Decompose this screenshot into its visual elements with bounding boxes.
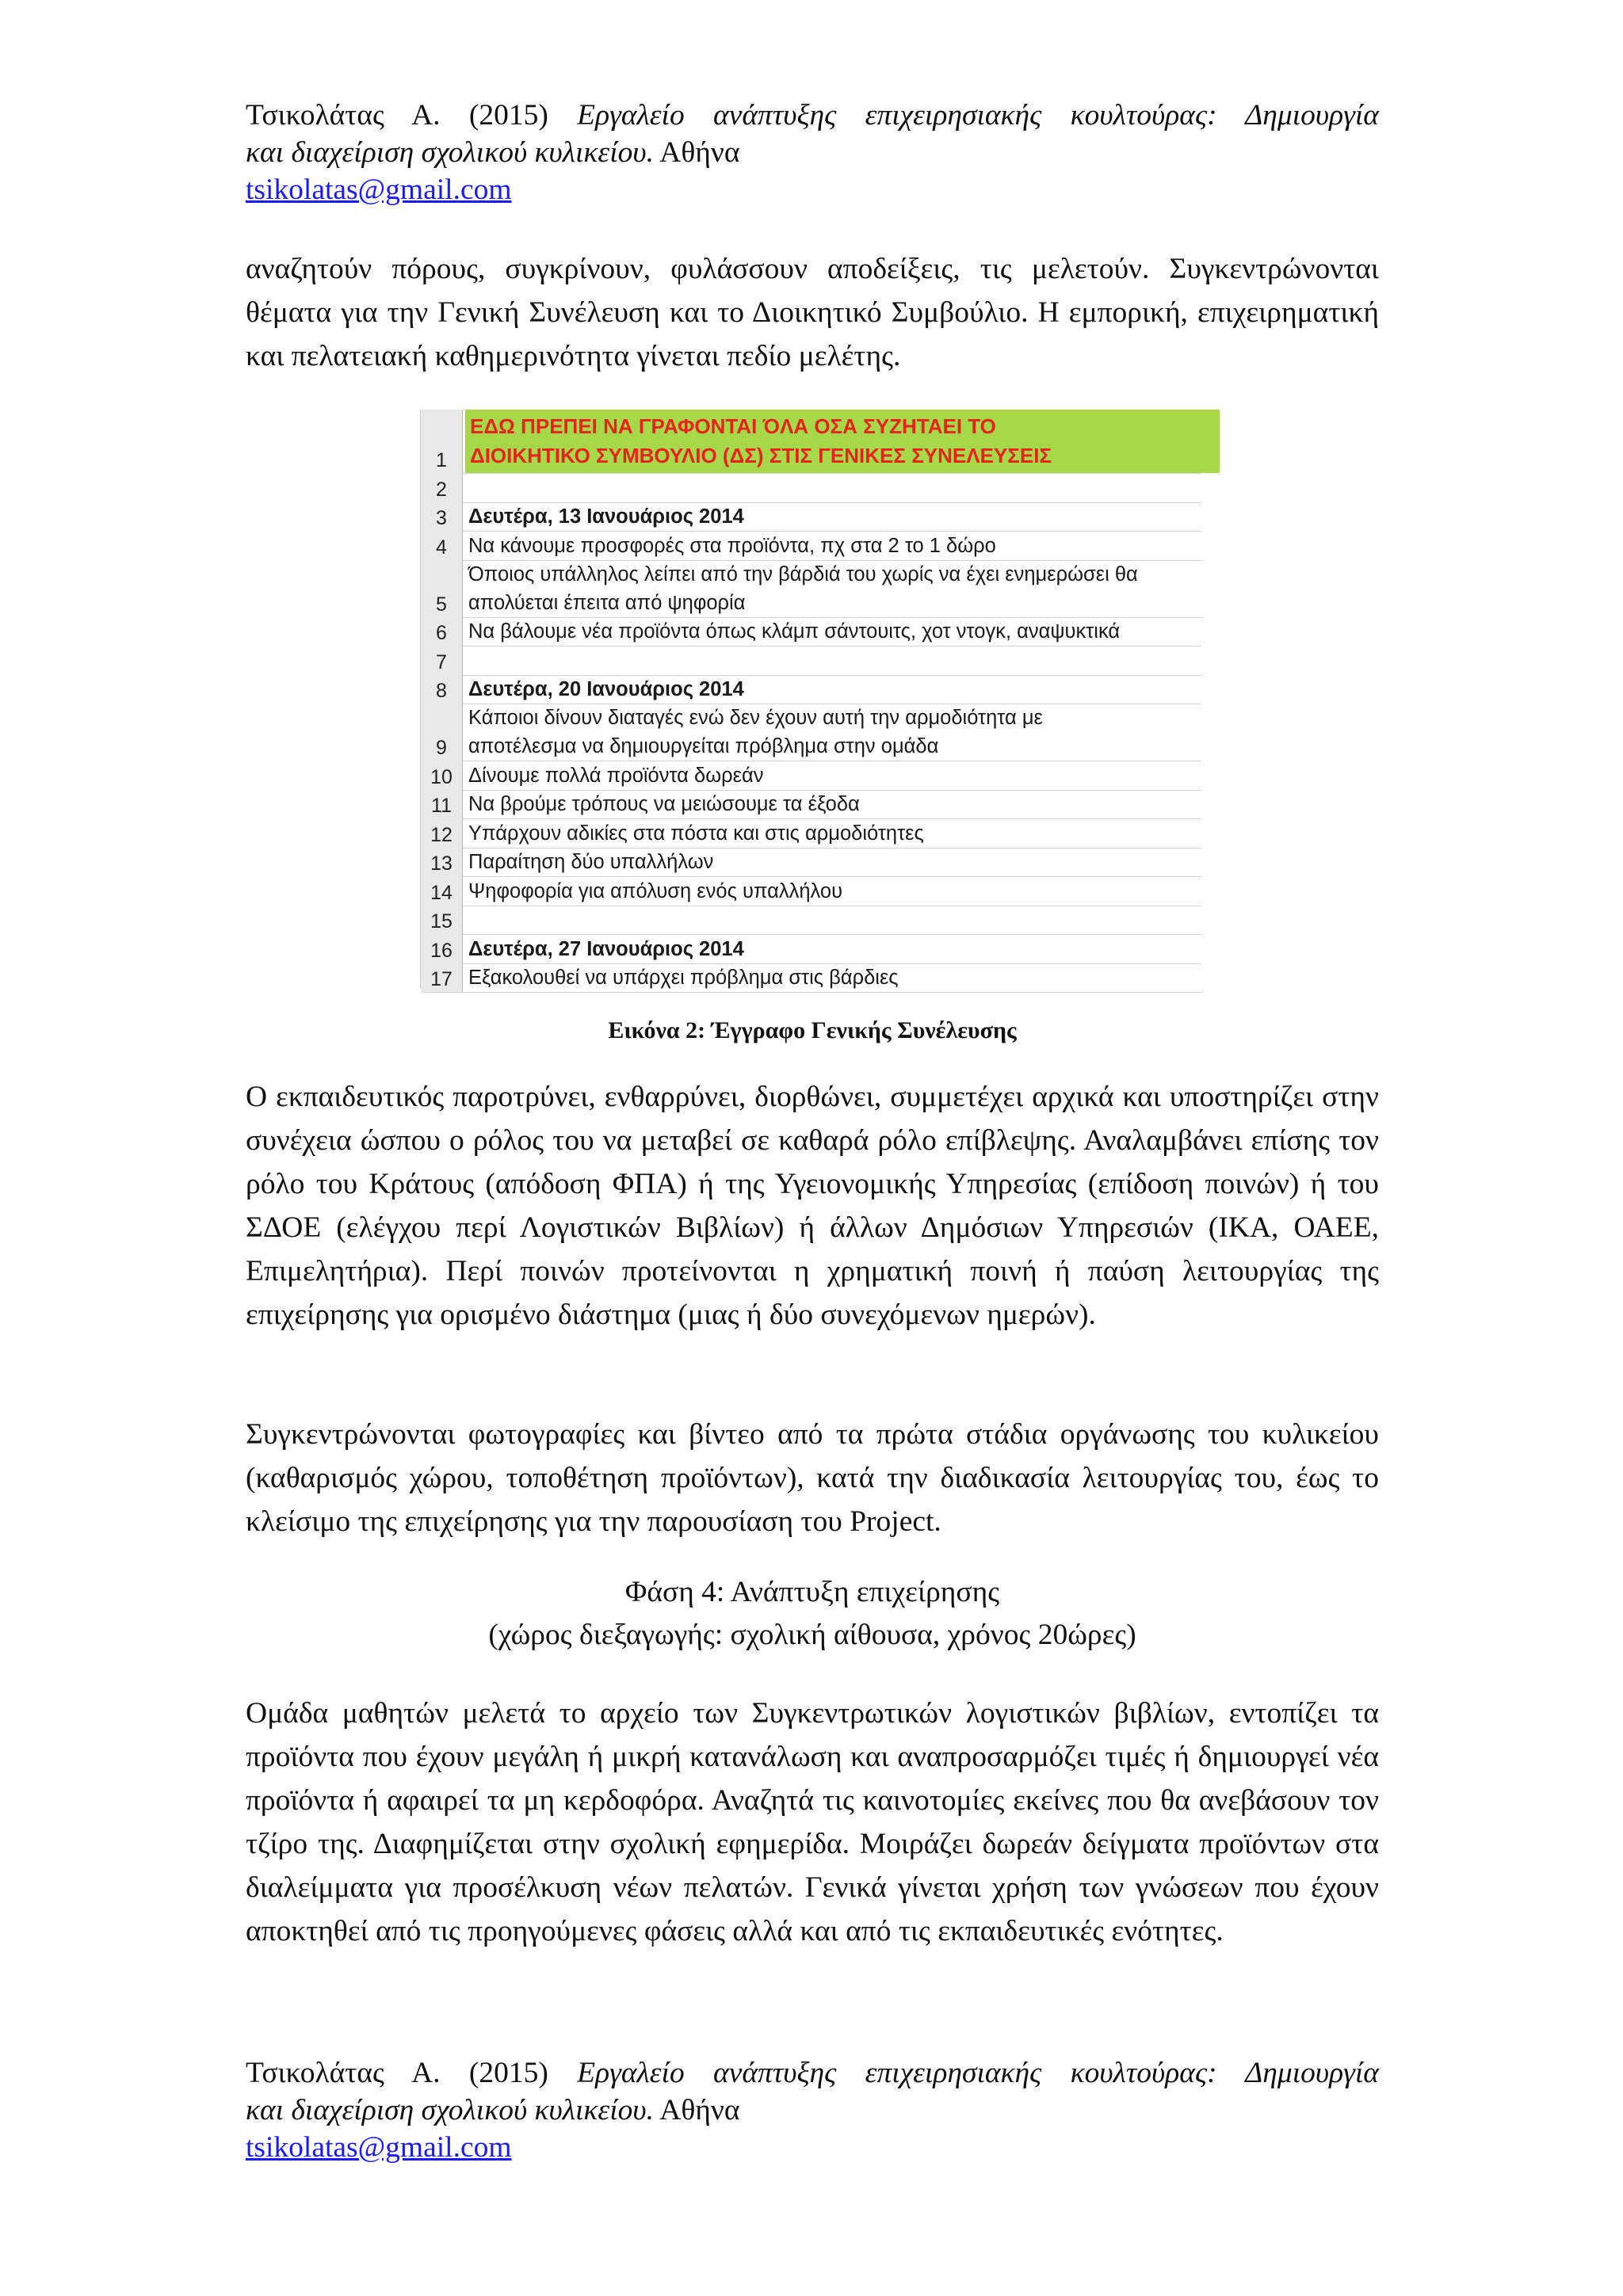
spreadsheet-row [421,560,1201,618]
footer-author: Τσικολάτας Α. (2015) [246,2057,578,2089]
spreadsheet-row [421,704,1201,761]
spreadsheet-cell-text: Δευτέρα, 13 Ιανουάριος 2014 [468,505,744,528]
spreadsheet-image [420,410,1201,988]
row-number: 4 [421,531,463,560]
row-number: 12 [421,818,463,848]
phase-heading: Φάση 4: Ανάπτυξη επιχείρησης [624,1576,1000,1608]
spreadsheet-cell [465,704,1201,761]
spreadsheet-cell-text: Δευτέρα, 20 Ιανουάριος 2014 [468,678,744,700]
spreadsheet-cell [465,790,1201,819]
paragraph-media [246,1413,1379,1543]
footer-title-part-2: και διαχείριση σχολικού κυλικείου. [246,2094,654,2126]
figure-caption: Εικόνα 2: Έγγραφο Γενικής Συνέλευσης [608,1017,1017,1043]
phase-subheading: (χώρος διεξαγωγής: σχολική αίθουσα, χρόνος 20ώρες) [488,1619,1136,1651]
row-number: 14 [421,876,463,906]
spreadsheet-cell [465,761,1201,790]
spreadsheet-cell-text: Ψηφοφορία για απόλυση ενός υπαλλήλου [468,879,843,902]
spreadsheet-row [421,675,1201,705]
footer-email-link[interactable]: tsikolatas@gmail.com [246,2131,512,2164]
spreadsheet-cell-text: Να βρούμε τρόπους να μειώσουμε τα έξοδα [468,793,860,815]
spreadsheet-row [421,531,1201,561]
spreadsheet-cell-text: Να βάλουμε νέα προϊόντα όπως κλάμπ σάντουιτς, χοτ ντογκ, αναψυκτικά [468,620,1121,643]
header-place: Αθήνα [653,136,740,169]
row-number: 1 [421,410,463,473]
row-number: 6 [421,617,463,646]
spreadsheet-row [421,617,1201,647]
footer-citation-line-1 [246,2054,1379,2092]
spreadsheet-row [421,934,1201,964]
footer-place: Αθήνα [653,2094,740,2126]
spreadsheet-row [421,646,1201,676]
spreadsheet-row [421,502,1201,532]
row-number: 10 [421,761,463,790]
header-author: Τσικολάτας Α. (2015) [246,99,578,132]
spreadsheet-cell-text-line-2: αποτέλεσμα να δημιουργείται πρόβλημα στην ομάδα [468,735,939,757]
spreadsheet-title-line-2: ΔΙΟΙΚΗΤΙΚΟ ΣΥΜΒΟΥΛΙΟ (ΔΣ) ΣΤΙΣ ΓΕΝΙΚΕΣ ΣΥΝΕΛΕΥΣΕΙΣ [470,444,1052,467]
spreadsheet-cell [465,531,1201,560]
row-number: 3 [421,502,463,532]
spreadsheet-row [421,410,1201,474]
footer-citation-line-2 [246,2092,1379,2129]
page-header [246,97,1379,208]
header-title-part-1: Εργαλείο ανάπτυξης επιχειρησιακής κουλτούρας: Δημιουργία [577,99,1379,132]
spreadsheet-row [421,963,1201,994]
row-number: 9 [421,704,463,761]
spreadsheet-cell-text: Να κάνουμε προσφορές στα προϊόντα, πχ στα 2 το 1 δώρο [468,534,996,557]
spreadsheet-cell [465,675,1201,704]
paragraph-teacher-role-text: Ο εκπαιδευτικός παροτρύνει, ενθαρρύνει, διορθώνει, συμμετέχει αρχικά και υποστηρίζει στην συνέχεια ώσπου ο ρόλος του να μεταβεί σε καθαρά ρόλο επίβλεψης. Αναλαμβάνει επίσης τον ρόλο του Κράτους (απόδοση ΦΠΑ) ή της Υγειονομικής Υπηρεσίας (επίδοση ποινών) ή του ΣΔΟΕ (ελέγχου περί Λογιστικών Βιβλίων) ή άλλων Δημόσιων Υπηρεσιών (ΙΚΑ, ΟΑΕΕ, Επιμελητήρια). Περί ποινών προτείνονται η χρηματική ποινή ή παύση λειτουργίας της επιχείρησης για ορισμένο διάστημα (μιας ή δύο συνεχόμενων ημερών). [246,1081,1379,1331]
header-title-part-2: και διαχείριση σχολικού κυλικείου. [246,136,654,169]
spreadsheet-cell [465,502,1201,532]
spreadsheet-cell-text: Δευτέρα, 27 Ιανουάριος 2014 [468,937,744,960]
spreadsheet-cell-text: Δίνουμε πολλά προϊόντα δωρεάν [468,764,764,787]
paragraph-media-text: Συγκεντρώνονται φωτογραφίες και βίντεο από τα πρώτα στάδια οργάνωσης του κυλικείου (καθαρισμός χώρου, τοποθέτηση προϊόντων), κατά την διαδικασία λειτουργίας του, έως το κλείσιμο της επιχείρησης για την παρουσίαση του Project. [246,1418,1379,1538]
spreadsheet-row [421,818,1201,849]
paragraph-business-development [246,1691,1379,1953]
intro-paragraph-text: αναζητούν πόρους, συγκρίνουν, φυλάσσουν αποδείξεις, τις μελετούν. Συγκεντρώνονται θέματα για την Γενική Συνέλευση και το Διοικητικό Συμβούλιο. Η εμπορική, επιχειρηματική και πελατειακή καθημερινότητα γίνεται πεδίο μελέτης. [246,253,1379,372]
spreadsheet-cell [465,876,1201,906]
spreadsheet-cell [465,818,1201,848]
spreadsheet-row [421,790,1201,820]
spreadsheet-cell [465,473,1201,502]
row-number: 15 [421,906,463,935]
row-number: 13 [421,848,463,877]
paragraph-teacher-role [246,1075,1379,1337]
spreadsheet-row [421,876,1201,906]
spreadsheet-cell [465,906,1201,935]
spreadsheet-cell [465,934,1201,963]
row-number: 8 [421,675,463,704]
spreadsheet-row [421,848,1201,878]
spreadsheet-cell [465,963,1201,993]
spreadsheet-title-line-1: ΕΔΩ ΠΡΕΠΕΙ ΝΑ ΓΡΑΦΟΝΤΑΙ ΌΛΑ ΟΣΑ ΣΥΖΗΤΑΕΙ ΤΟ [470,414,996,438]
spreadsheet-cell-text: Κάποιοι δίνουν διαταγές ενώ δεν έχουν αυτή την αρμοδιότητα με [468,707,1043,729]
spreadsheet-cell-text-line-2: απολύεται έπειτα από ψηφορία [468,591,746,614]
spreadsheet-cell-text: Παραίτηση δύο υπαλλήλων [468,851,714,873]
spreadsheet-cell [465,848,1201,877]
header-citation-line-2 [246,134,1379,171]
spreadsheet-title-cell [465,410,1220,473]
header-citation-line-1 [246,97,1379,134]
spreadsheet-cell-text: Όποιος υπάλληλος λείπει από την βάρδιά του χωρίς να έχει ενημερώσει θα [468,563,1138,585]
footer-title-part-1: Εργαλείο ανάπτυξης επιχειρησιακής κουλτούρας: Δημιουργία [577,2057,1379,2089]
row-number: 17 [421,963,463,993]
spreadsheet-cell-text: Υπάρχουν αδικίες στα πόστα και στις αρμοδιότητες [468,822,924,845]
spreadsheet-cell [465,560,1201,617]
row-number: 11 [421,790,463,819]
spreadsheet-cell [465,617,1201,646]
paragraph-business-development-text: Ομάδα μαθητών μελετά το αρχείο των Συγκεντρωτικών λογιστικών βιβλίων, εντοπίζει τα προϊόντα που έχουν μεγάλη ή μικρή κατανάλωση και αναπροσαρμόζει τιμές ή δημιουργεί νέα προϊόντα ή αφαιρεί τα μη κερδοφόρα. Αναζητά τις καινοτομίες εκείνες που θα ανεβάσουν τον τζίρο της. Διαφημίζεται στην σχολική εφημερίδα. Μοιράζει δωρεάν δείγματα προϊόντων στα διαλείμματα για προσέλκυση νέων πελατών. Γενικά γίνεται χρήση των γνώσεων που έχουν αποκτηθεί από τις προηγούμενες φάσεις αλλά και από τις εκπαιδευτικές ενότητες. [246,1697,1379,1947]
spreadsheet-row [421,473,1201,503]
spreadsheet-cell-text: Εξακολουθεί να υπάρχει πρόβλημα στις βάρδιες [468,967,899,989]
row-number: 5 [421,560,463,617]
row-number: 16 [421,934,463,963]
spreadsheet-row [421,761,1201,791]
page-footer [246,2054,1379,2166]
phase-heading-block [246,1571,1379,1657]
header-email-link[interactable]: tsikolatas@gmail.com [246,174,512,206]
intro-paragraph [246,247,1379,378]
row-number: 7 [421,646,463,675]
spreadsheet-cell [465,646,1201,675]
row-number: 2 [421,473,463,502]
spreadsheet-row [421,906,1201,936]
